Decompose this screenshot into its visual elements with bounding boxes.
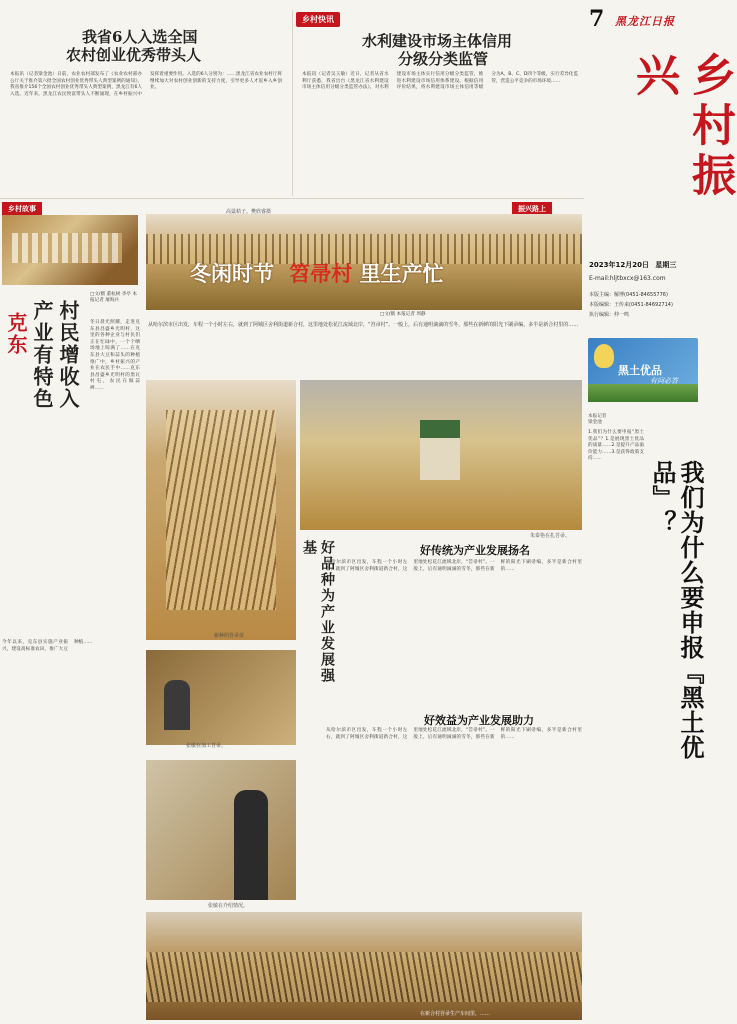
feature-photo-bottom: [146, 912, 582, 1020]
feature-caption-left1: 新种的笤帚苗: [214, 633, 245, 639]
date: 2023年12月20日: [589, 261, 649, 269]
left-photo-top: [2, 215, 138, 285]
kicker-story-badge: 乡村故事: [2, 202, 42, 216]
feature-photo-left2: [146, 650, 296, 745]
section1-body: 从哈尔滨市区出发，车程一个小时左右，就到了阿城区舍利街道新合村，这里地处松花江流域北岸，“笤帚村”。一般上，后有通明滴滴的雪冬，那些在新鲜的阳光下刷帚编，多半是新合村里的……: [326, 560, 582, 572]
brand-banner: [588, 338, 698, 402]
top-right-article: [296, 2, 584, 198]
brand-sub: 有问必答: [650, 377, 678, 385]
divider-vertical-top: [292, 10, 293, 196]
feature-byline: □文/摄 本报记者 周静: [380, 312, 426, 317]
left-story-body: 冬日晨光照耀，走进克东县昌盛乡光明村，这里的各种企业与村民们正在忙碌中，一个个晒场地上晾满了……在克东县大豆和蒜头的种植推广中，乡村振兴的产业在农民手中……克东县昌盛乡光明村的黑瓦村屯，农民在做蒜辫……: [90, 320, 140, 391]
section-title: 乡村振兴: [628, 52, 735, 202]
top-right-title-2: 分级分类监管: [398, 50, 489, 68]
feature-photo-mid: [300, 380, 582, 530]
left-story-title-2: 产业有特色: [30, 300, 54, 410]
kicker-badge: 乡村快讯: [296, 12, 340, 27]
masthead: [587, 0, 735, 330]
top-left-title-2: 农村创业优秀带头人: [66, 46, 202, 64]
editor-line: 本版主编：解博(0451-84655776): [589, 292, 668, 298]
top-right-title-1: 水利建设市场主体信用: [362, 32, 513, 50]
feature-caption-top: 高粱秸子。樊欣睿摄: [226, 209, 272, 215]
feature-photo-left3: [146, 760, 296, 900]
divider-horizontal: [0, 198, 584, 199]
right-big-title: 我们为什么要申报『黑土优品』？: [648, 460, 705, 760]
vertical-subtitle: 好品种为产业发展强基: [301, 540, 335, 684]
top-left-article: [2, 2, 290, 198]
bottom-left-body: 今年以来，克东县实施产业振兴，建设高标准农田，推广大豆种植……: [2, 640, 93, 652]
feature-caption-bottom: 在新合村笤帚生产车间里，……: [420, 1011, 491, 1017]
right-body: 1.我们为什么要申报“黑土优品”？1.是展现黑土优品的质量……2.是提升产品溢价能力……3.是获得政策支持……: [588, 430, 644, 462]
masthead-date-row: [589, 260, 676, 270]
section2-title: 好效益为产业发展助力: [424, 714, 534, 727]
section2-body: 从哈尔滨市区出发，车程一个小时左右，就到了阿城区舍利街道新合村，这里地处松花江流域北岸，“笤帚村”。一般上，后有通明滴滴的雪冬，那些在新鲜的阳光下刷帚编，多半是新合村里的……: [326, 728, 582, 740]
right-column-article: [588, 410, 705, 1018]
feature-main-title: 冬闲时节 笤帚村 里生产忙: [190, 262, 444, 286]
weekday: 星期三: [655, 261, 677, 269]
brand-name: 黑土优品: [618, 364, 662, 377]
left-story-title: 克东: [4, 312, 28, 356]
section1-title: 好传统为产业发展扬名: [420, 544, 530, 557]
fields-graphic: [588, 384, 698, 402]
top-left-title-1: 我省6人入选全国: [82, 28, 198, 46]
exec-editor-line: 执行编辑：仲一鸣: [589, 312, 630, 318]
feature-lead: 从哈尔滨市区出发，车程一个小时左右，就到了阿城区舍利街道新合村，这里地处松花江流域北岸，“笤帚村”。一般上，后有通明滴滴的雪冬，那些在新鲜的阳光下刷帚编，多半是新合村里的……: [148, 322, 579, 328]
left-story-title-3: 村民增收入: [56, 300, 80, 410]
email[interactable]: E-mail:hljtbxcx@163.com: [589, 275, 666, 282]
kicker-road-badge: 振兴路上: [512, 202, 552, 216]
top-right-body: 本报讯（记者吴玉敏）近日，记者从省水利厅获悉，我省出台《黑龙江省水利建设市场主体信用分级分类监管办法》，对水利建设市场主体实行信用分级分类监管，推进水利建设市场信用体系建设。根据信用评价结果，将水利建设市场主体信用等级分为A、B、C、D四个等级，实行差异化监管，营造公平竞争的市场环境……: [302, 72, 578, 91]
feature-caption-left2: 张敏在加工苕帚。: [186, 743, 227, 749]
left-story-byline: □文/摄 董杭树 李亭 本报记者 屠海兵: [90, 292, 138, 304]
feature-caption-mid: 朱泰艳在扎苕帚。: [530, 533, 571, 539]
feature-photo-left: [146, 380, 296, 640]
page-number: 7: [589, 6, 605, 32]
mascot-icon: [594, 344, 614, 368]
paper-name: 黑龙江日报: [615, 15, 675, 28]
top-left-body: 本报讯（记者梁金池）日前，农业农村部发布了《农业农村部办公厅关于推介第六批全国农村创业优秀带头人典型案例的通知》，我省推介156个全国农村创业优秀带头人典型案例，黑龙江有6人入选。近年来，黑龙江农民致富带头人不断涌现，在乡村振兴中发挥着重要作用。入选的6人分别为：……黑龙江省农业农村厅将继续加大对农村创业创新的支持力度，引导更多人才返乡入乡创业。: [10, 72, 282, 97]
feature-caption-left3: 张敏在介绍情况。: [208, 903, 249, 909]
right-kicker: 本报记者 梁金池: [588, 414, 607, 426]
editor2-line: 本版编辑：王传来(0451-84692714): [589, 302, 673, 308]
